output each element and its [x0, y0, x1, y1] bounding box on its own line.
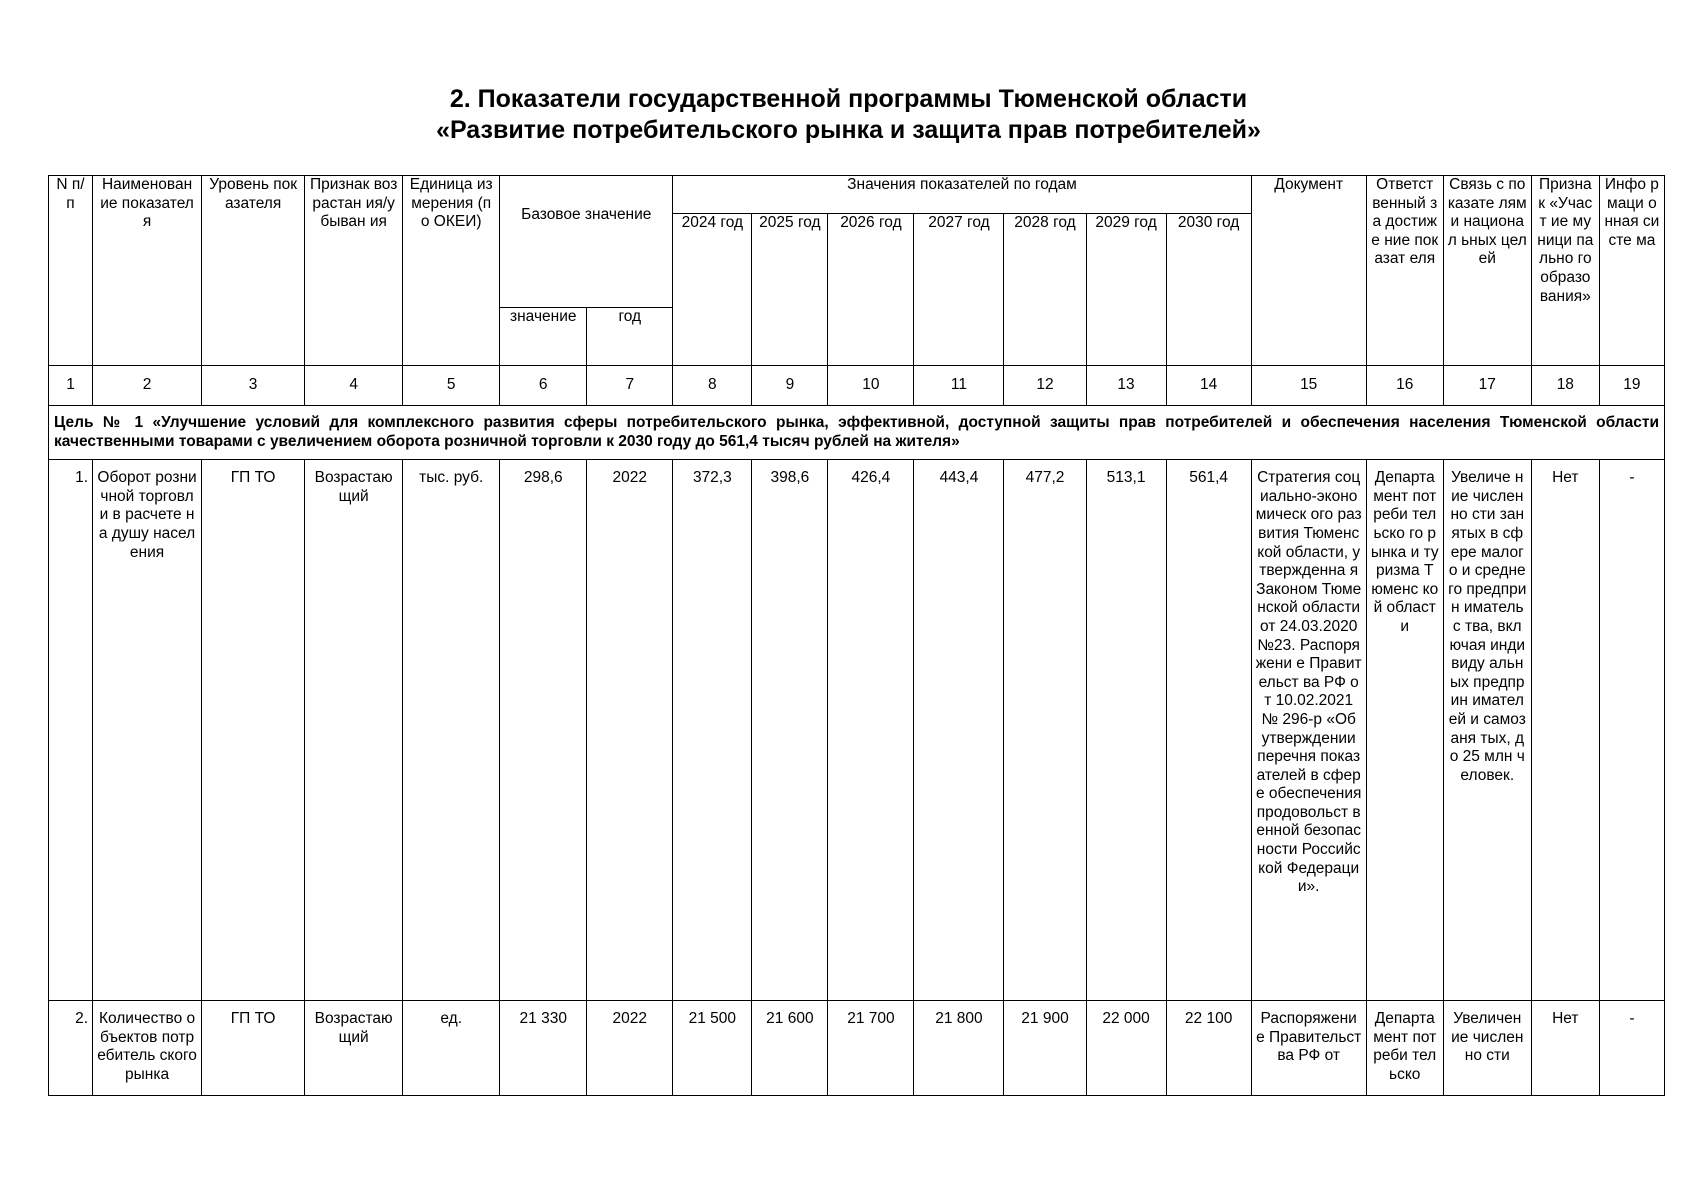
- header-info-system: Инфо рмаци онная систе ма: [1599, 176, 1664, 366]
- base-year: 2022: [587, 1001, 673, 1096]
- base-year: 2022: [587, 460, 673, 1001]
- column-number: 19: [1599, 366, 1664, 406]
- indicator-level: ГП ТО: [202, 460, 305, 1001]
- column-number: 2: [93, 366, 202, 406]
- national-goals-link: Увеличен ие численно сти: [1443, 1001, 1531, 1096]
- column-number: 7: [587, 366, 673, 406]
- base-value: 298,6: [500, 460, 587, 1001]
- indicator-sign: Возрастаю щий: [305, 1001, 403, 1096]
- header-year: 2030 год: [1166, 214, 1251, 366]
- header-base-value: значение: [500, 308, 587, 366]
- header-name: Наименован ие показателя: [93, 176, 202, 366]
- indicator-unit: ед.: [403, 1001, 500, 1096]
- info-system: -: [1599, 460, 1664, 1001]
- column-number: 5: [403, 366, 500, 406]
- column-number: 8: [673, 366, 752, 406]
- header-sign: Признак возрастан ия/убыван ия: [305, 176, 403, 366]
- row-number: 2.: [49, 1001, 93, 1096]
- header-year: 2028 год: [1004, 214, 1086, 366]
- indicator-sign: Возрастаю щий: [305, 460, 403, 1001]
- header-year: 2024 год: [673, 214, 752, 366]
- value-2027: 21 800: [914, 1001, 1004, 1096]
- column-number: 3: [202, 366, 305, 406]
- header-base: Базовое значение: [500, 176, 673, 308]
- header-year: 2029 год: [1086, 214, 1166, 366]
- page-title: [0, 84, 1697, 146]
- indicators-table: [48, 175, 1665, 1096]
- header-year: 2026 год: [828, 214, 914, 366]
- indicator-level: ГП ТО: [202, 1001, 305, 1096]
- value-2028: 21 900: [1004, 1001, 1086, 1096]
- column-number: 18: [1531, 366, 1599, 406]
- value-2024: 21 500: [673, 1001, 752, 1096]
- header-row-1: [49, 176, 1665, 214]
- goal-cell: [49, 406, 1665, 460]
- document: Стратегия социально-экономическ ого развития Тюменской области, утвержденна я Законом Тюменской области от 24.03.2020 №23. Распоряжени е Правительст ва РФ от 10.02.2021 № 296-р «Об утверждении перечня показателей в сфере обеспечения продовольст венной безопасности Российской Федерации».: [1251, 460, 1366, 1001]
- goal-text: «Улучшение условий для комплексного развития сферы потребительского рынка, эффективной, доступной защиты прав потребителей и обеспечения населения Тюменской области качественными товарами с увеличением оборота розничной торговли к 2030 году до 561,4 тысяч рублей на жителя»: [54, 414, 1659, 450]
- municipality-participation: Нет: [1531, 1001, 1599, 1096]
- indicator-name: Количество объектов потребитель ского рынка: [93, 1001, 202, 1096]
- value-2028: 477,2: [1004, 460, 1086, 1001]
- document: Распоряжени е Правительст ва РФ от: [1251, 1001, 1366, 1096]
- header-years-group: Значения показателей по годам: [673, 176, 1251, 214]
- column-number: 12: [1004, 366, 1086, 406]
- header-level: Уровень показателя: [202, 176, 305, 366]
- column-number: 4: [305, 366, 403, 406]
- column-number: 6: [500, 366, 587, 406]
- value-2026: 426,4: [828, 460, 914, 1001]
- municipality-participation: Нет: [1531, 460, 1599, 1001]
- table-row: [49, 1001, 1665, 1096]
- goal-row: [49, 406, 1665, 460]
- info-system: -: [1599, 1001, 1664, 1096]
- header-base-year: год: [587, 308, 673, 366]
- value-2024: 372,3: [673, 460, 752, 1001]
- header-unit: Единица измерения (по ОКЕИ): [403, 176, 500, 366]
- indicator-name: Оборот розничной торговли в расчете на душу населения: [93, 460, 202, 1001]
- column-number: 10: [828, 366, 914, 406]
- value-2025: 21 600: [752, 1001, 828, 1096]
- header-num: N п/п: [49, 176, 93, 366]
- column-number: 11: [914, 366, 1004, 406]
- column-number: 17: [1443, 366, 1531, 406]
- header-year: 2027 год: [914, 214, 1004, 366]
- responsible: Департа мент потреби тельско го рынка и туризма Тюменс кой области: [1366, 460, 1443, 1001]
- column-number: 1: [49, 366, 93, 406]
- value-2026: 21 700: [828, 1001, 914, 1096]
- column-number: 15: [1251, 366, 1366, 406]
- base-value: 21 330: [500, 1001, 587, 1096]
- header-municipality-participation: Призна к «Участ ие муници пально го образо вания»: [1531, 176, 1599, 366]
- value-2030: 561,4: [1166, 460, 1251, 1001]
- row-number: 1.: [49, 460, 93, 1001]
- column-numbers-row: [49, 366, 1665, 406]
- header-national-goals-link: Связь с показате лями национал ьных целей: [1443, 176, 1531, 366]
- column-number: 14: [1166, 366, 1251, 406]
- value-2027: 443,4: [914, 460, 1004, 1001]
- title-line-2: «Развитие потребительского рынка и защита прав потребителей»: [436, 116, 1261, 144]
- column-number: 13: [1086, 366, 1166, 406]
- indicator-unit: тыс. руб.: [403, 460, 500, 1001]
- column-number: 9: [752, 366, 828, 406]
- column-number: 16: [1366, 366, 1443, 406]
- national-goals-link: Увеличе ние численно сти занятых в сфере малого и среднего предприн имательс тва, включая индивиду альных предприн имателей и самозаня тых, до 25 млн человек.: [1443, 460, 1531, 1001]
- header-responsible: Ответст венный за достиже ние показат еля: [1366, 176, 1443, 366]
- responsible: Департа мент потреби тельско: [1366, 1001, 1443, 1096]
- value-2029: 513,1: [1086, 460, 1166, 1001]
- value-2030: 22 100: [1166, 1001, 1251, 1096]
- goal-label: Цель № 1: [54, 414, 144, 431]
- value-2025: 398,6: [752, 460, 828, 1001]
- header-year: 2025 год: [752, 214, 828, 366]
- table-row: [49, 460, 1665, 1001]
- title-line-1: 2. Показатели государственной программы Тюменской области: [449, 85, 1248, 113]
- header-document: Документ: [1251, 176, 1366, 366]
- value-2029: 22 000: [1086, 1001, 1166, 1096]
